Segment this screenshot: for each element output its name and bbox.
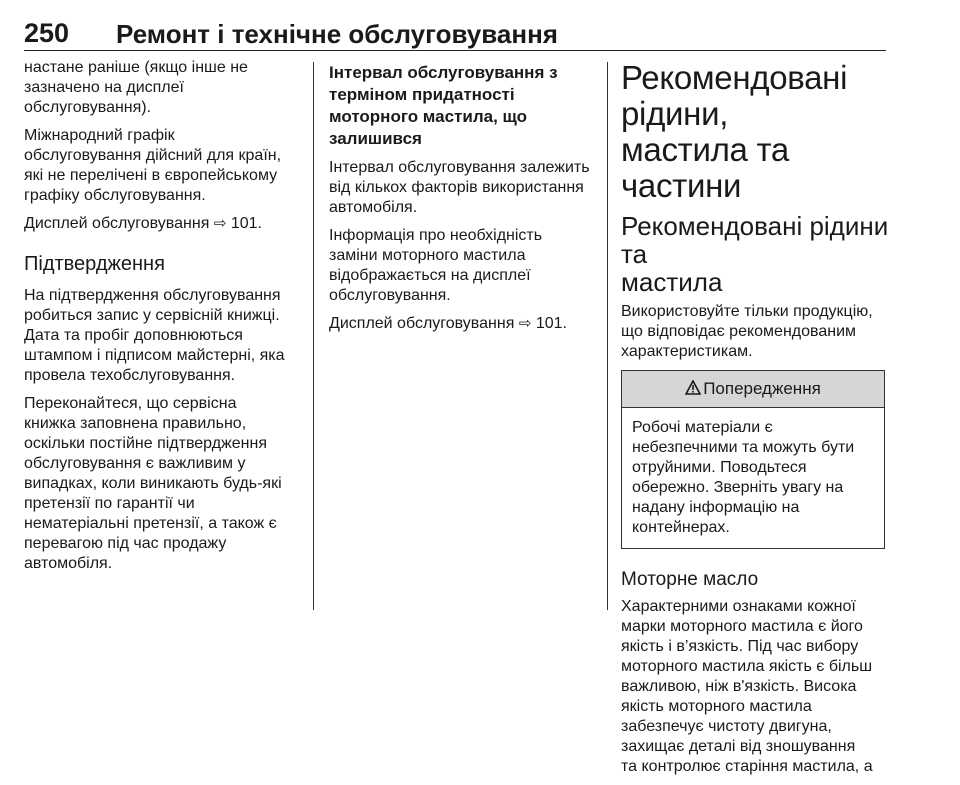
cross-reference[interactable] [329, 314, 601, 334]
arrow-right-icon: ⇨ [518, 315, 532, 332]
paragraph: Переконайтеся, що сервісна книжка заповнена правильно, оскільки постійне підтвердження обслуговування є важливим у випадках, коли виникають будь-які претензії по гарантії чи нематеріальні претензії, а також є перевагою під час продажу автомобіля. [24, 395, 282, 572]
section-heading-fluids: Рекомендовані рідини та мастила [621, 211, 889, 297]
header-divider [24, 50, 886, 51]
reference-text: Дисплей обслуговування [329, 315, 519, 332]
chapter-heading: Рекомендовані рідини, мастила та частини [621, 59, 848, 204]
paragraph: Інформація про необхідність заміни моторного мастила відображається на дисплеї обслуговування. [329, 227, 543, 304]
column-divider-2 [607, 62, 608, 610]
page-number: 250 [24, 18, 70, 48]
arrow-right-icon: ⇨ [213, 215, 227, 232]
warning-header [622, 371, 884, 408]
paragraph: настане раніше (якщо інше не зазначено на дисплеї обслуговування). [24, 59, 248, 116]
section-heading-engine-oil: Моторне масло [621, 569, 759, 590]
paragraph: Міжнародний графік обслуговування дійсний для країн, які не перелічені в європейському графіку обслуговування. [24, 127, 282, 204]
page-reference: 101. [535, 315, 567, 332]
paragraph: На підтвердження обслуговування робиться запис у сервісній книжці. Дата та пробіг доповнюються штампом і підписом майстерні, яка провела техобслуговування. [24, 287, 285, 384]
column-right [621, 58, 889, 785]
warning-box [621, 370, 885, 549]
column-divider-1 [313, 62, 314, 610]
warning-title: Попередження [703, 379, 821, 398]
warning-text: Робочі матеріали є небезпечними та можуть бути отруйними. Поводьтеся обережно. Зверніть увагу на надану інформацію на контейнерах. [632, 419, 855, 536]
paragraph: Інтервал обслуговування залежить від кількох факторів використання автомобіля. [329, 159, 590, 216]
section-heading-confirmation: Підтвердження [24, 253, 165, 275]
chapter-title: Ремонт і технічне обслуговування [116, 19, 558, 49]
paragraph: Характерними ознаками кожної марки моторного мастила є його якість і в’язкість. Під час вибору моторного мастила якість є більш важливою, ніж в'язкість. Висока якість моторного мастила забезпечує чистоту двигуна, захищає деталі від зношування та контролює старіння мастила, а [621, 598, 873, 775]
page-reference: 101. [230, 215, 262, 232]
cross-reference[interactable] [24, 214, 302, 234]
warning-triangle-icon [685, 372, 701, 408]
paragraph: Використовуйте тільки продукцію, що відповідає рекомендованим характеристикам. [621, 303, 873, 360]
column-left [24, 58, 302, 582]
column-middle [329, 58, 601, 342]
reference-text: Дисплей обслуговування [24, 215, 214, 232]
page-header [24, 18, 904, 52]
section-heading-oil-interval: Інтервал обслуговування з терміном придатності моторного мастила, що залишився [329, 63, 558, 148]
